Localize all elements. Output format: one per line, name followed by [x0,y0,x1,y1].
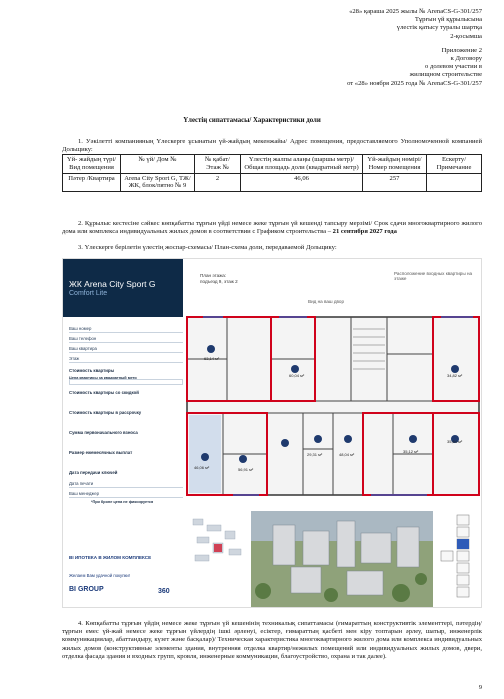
form-section: Размер ежемесячных выплат [69,450,133,455]
brand-banner [63,259,183,317]
header-ru-line2: к Договору [450,55,482,63]
form-field: Ваш квартира [69,343,183,353]
floor-label-line1: План этажа: [200,273,227,278]
area-label: 56,91 м² [238,467,254,472]
header-ru-line4: жилищном строительстве [409,71,482,79]
bi-group-logo: BI GROUP [69,586,104,593]
table-cell: Пәтер /Квартира [63,173,121,192]
floor-label-line2: подъезд 9, этаж 2 [200,279,238,284]
paragraph-technical: 4. Көпқабатты тұрғын үйдің немесе жеке тұрғын үй кешенінің техникалық сипаттамасы (ғимараттың конструктивтік элементтері, пәтердің/тұрғын емес үй-жай немесе жеке тұрғын үйлердің ішкі әрленуі, есіктер, ғимараттың қасбеті мен кіру топтарын әрлеу, шатыр, инженерлік коммуникациялар, абаттандыру, күзет және басқалар)/ Техническая характеристика многоквартирного жилого дома или комплекса индивидуальных жилых домов (конструктивные элементы здания, внутренняя отделка квартир/нежилых помещений или индивидуальных жилых домов, двери, отделка фасада здания и входных групп, кровля, инженерные коммуникации, благоустройство, охрана и так далее). [62,620,482,660]
form-field: Этаж [69,353,183,363]
section-title: Үлестің сипаттамасы/ Характеристики доли [183,117,321,124]
form-section: Дата передачи ключей [69,470,118,475]
table-header-cell: № үй/ Дом № [121,155,195,174]
table-cell [427,173,482,192]
form-section: Стоимость квартиры в рассрочку [69,410,142,415]
floor-plan-image [62,258,482,608]
document-header [182,8,482,88]
form-section: Стоимость квартиры со скидкой [69,390,139,395]
block-location-map [439,511,482,608]
area-label: 48,04 м² [339,452,355,457]
area-label: 35,84 м² [447,439,463,444]
complex-photo [251,511,433,608]
page-number: 9 [478,684,482,691]
table-header-cell: № қабат/ Этаж № [195,155,241,174]
floor-label [200,273,238,285]
header-kz-line1: «28» қараша 2025 жылы № ArenaCS-G-301/257 [349,8,482,15]
table-cell: 257 [363,173,427,192]
table-row [63,173,482,192]
area-label-highlighted: 46,06 м² [194,465,210,470]
table-cell: 2 [195,173,241,192]
logo-360: 360 [158,588,170,595]
form-field: Ваш номер [69,323,183,333]
site-map-thumbnail [187,511,247,569]
area-label: 34,82 м² [447,373,463,378]
paragraph-plan-title: 3. Үлескерге берілетін үлестің жоспар-схемасы/ План-схема доли, передаваемой Дольщику: [78,244,337,251]
deadline-text: 2. Құрылыс кестесіне сәйкес көпқабатты тұрғын үйді немесе жеке тұрғын үй кешенді тапсыру мерзімі/ Срок сдачи многоквартирного жилого дома или комплекса индивидуальных жилых домов в соответствии с Графиком строительства – [62,220,482,236]
wish-text: Желаем Вам удачной покупки! [69,573,130,578]
form-field: Ваш телефон [69,333,183,343]
paragraph-deadline [62,220,482,236]
table-cell: 46,06 [241,173,363,192]
table-header-row [63,155,482,174]
area-label: 63,14 м² [204,356,220,361]
header-ru-line5: от «28» ноября 2025 года № ArenaCS-G-301/257 [347,79,482,87]
header-kz-line3: үлестік қатысу туралы шартқа [396,24,482,32]
yard-label: Вид на ваш двор [308,299,345,304]
table-header-cell: Үлестің жалпы алаңы (шаршы метр)/ Общая площадь доли (квадратный метр) [241,155,363,174]
paragraph-address: 1. Уәкілетті компанияның Үлескерге ұсынатын үй-жайдың мекенжайы/ Адрес помещения, предоставляемого Уполномоченной компанией Дольщику: [62,138,482,154]
form-field: Ваш менеджер [69,488,183,498]
area-label: 35,12 м² [403,449,419,454]
characteristics-table [62,154,482,192]
form-field: Дата печати [69,478,183,488]
table-cell: Arena City Sport G, ТЖ/ЖК, блок/пятно № 9 [121,173,195,192]
floor-plan-drawing [183,309,482,509]
price-note: *При броне цена не фиксируется [91,500,154,504]
brand-subtitle: Comfort Lite [69,290,108,297]
table-header-cell: Үй- жайдың түрі/ Вид помещения [63,155,121,174]
area-label: 29,31 м² [307,452,323,457]
entrance-label: Расположение входных квартиры на этаже [394,271,473,281]
form-section: Стоимость квартиры Цена квартиры за квадратный метр [69,363,183,385]
deadline-date: 21 сентября 2027 года [332,228,397,236]
table-header-cell: Ескерту/ Примечание [427,155,482,174]
table-header-cell: Үй-жайдың нөмірі/ Номер помещения [363,155,427,174]
brand-title: ЖК Arena City Sport G [69,279,156,289]
header-ru-line3: о долевом участии в [425,63,482,71]
form-section: Сумма первоначального взноса [69,430,138,435]
mortgage-banner: ВІ ИПОТЕКА В ЖИЛОМ КОМПЛЕКСЕ [69,555,152,560]
area-label: 60,04 м² [289,373,305,378]
header-kz-line4: 2-қосымша [450,32,482,40]
header-kz-line2: Тұрғын үй құрылысына [414,16,482,24]
header-ru-line1: Приложение 2 [441,46,482,54]
price-form [69,323,183,506]
